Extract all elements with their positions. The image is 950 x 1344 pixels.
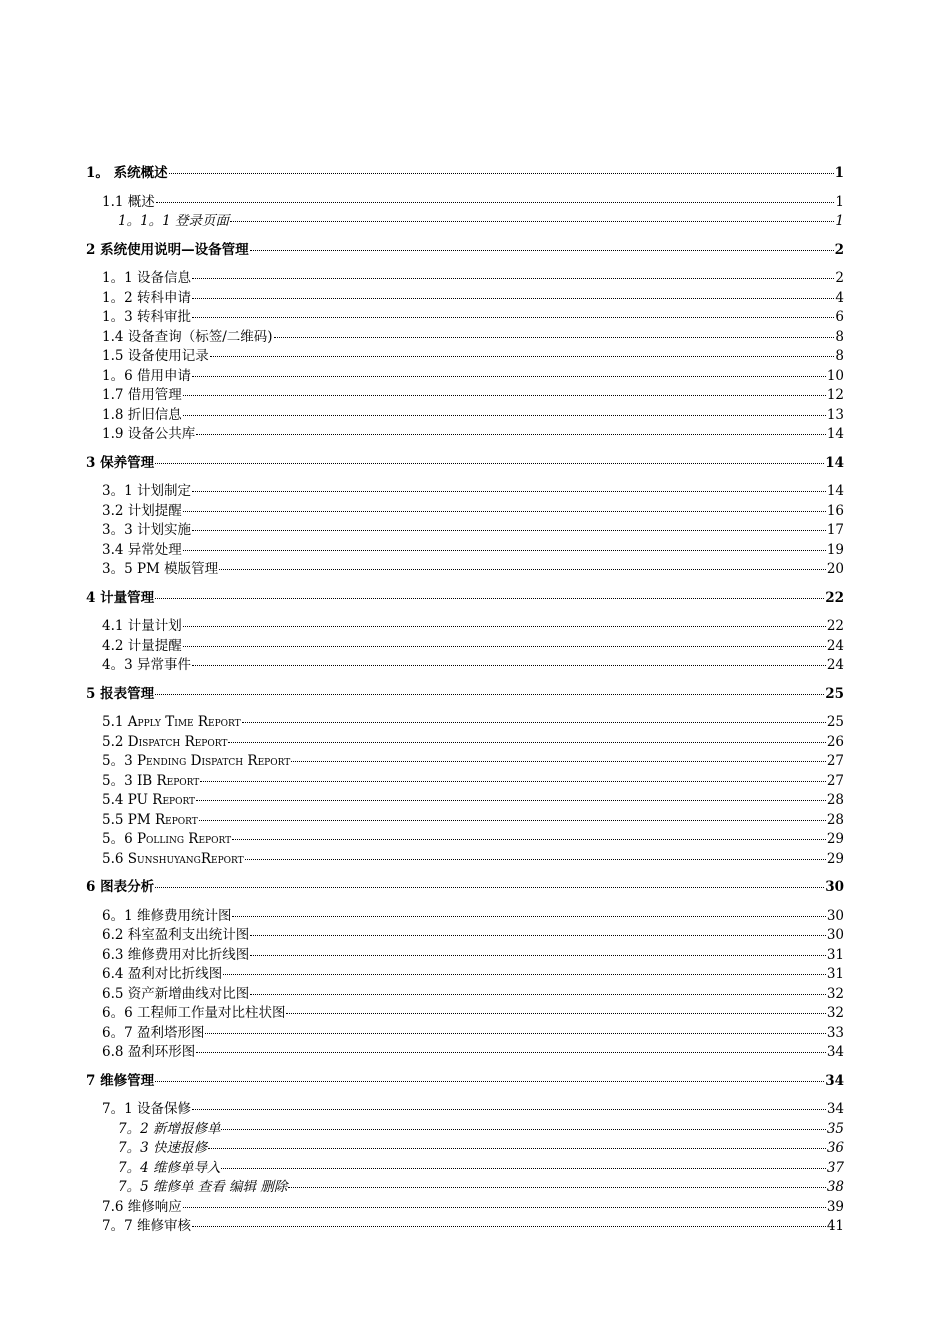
- toc-entry-page: 2: [835, 270, 844, 286]
- toc-entry-title: 4。3 异常事件: [102, 657, 191, 673]
- toc-entry[interactable]: [86, 733, 844, 753]
- toc-entry-title: 1。3 转科审批: [102, 309, 191, 325]
- toc-entry[interactable]: [86, 713, 844, 733]
- dot-leader: [183, 414, 826, 416]
- toc-entry-page: 8: [835, 348, 844, 364]
- dot-leader: [196, 799, 826, 801]
- dot-leader: [274, 336, 835, 338]
- toc-entry[interactable]: [86, 454, 844, 474]
- toc-entry-title: 5。6 Polling Report: [102, 831, 232, 847]
- toc-entry[interactable]: [86, 1072, 844, 1092]
- toc-entry-page: 2: [834, 241, 844, 258]
- toc-entry[interactable]: [86, 1004, 844, 1024]
- dot-leader: [192, 490, 826, 492]
- toc-entry-page: 6: [835, 309, 844, 325]
- toc-entry-page: 26: [826, 733, 844, 750]
- toc-entry-page: 22: [826, 618, 844, 634]
- toc-entry[interactable]: [86, 1139, 844, 1159]
- toc-entry-page: 32: [826, 1005, 844, 1021]
- toc-entry[interactable]: [86, 1100, 844, 1120]
- dot-leader: [183, 625, 826, 627]
- toc-entry-page: 31: [826, 946, 844, 963]
- toc-entry-title: 6.2 科室盈利支出统计图: [102, 927, 250, 943]
- dot-leader: [228, 741, 825, 743]
- dot-leader: [155, 462, 824, 464]
- toc-entry[interactable]: [86, 656, 844, 676]
- dot-leader: [169, 172, 834, 174]
- dot-leader: [156, 201, 835, 203]
- toc-entry-title: 6.5 资产新增曲线对比图: [102, 985, 250, 1002]
- toc-entry-title: 6.4 盈利对比折线图: [102, 966, 223, 982]
- toc-entry-page: 29: [826, 831, 844, 847]
- toc-entry-page: 20: [826, 561, 844, 577]
- toc-entry-page: 24: [826, 657, 844, 673]
- toc-entry-title: 4 计量管理: [86, 589, 155, 606]
- toc-entry-title: 3 保养管理: [86, 454, 155, 471]
- dot-leader: [232, 915, 825, 917]
- toc-entry[interactable]: [86, 617, 844, 637]
- toc-entry-page: 8: [835, 328, 844, 345]
- dot-leader: [183, 1206, 826, 1208]
- dot-leader: [250, 993, 826, 995]
- dot-leader: [221, 1128, 825, 1130]
- toc-entry[interactable]: [86, 830, 844, 850]
- toc-entry-title: 6。7 盈利塔形图: [102, 1024, 205, 1041]
- toc-entry[interactable]: [86, 752, 844, 772]
- toc-entry-page: 39: [826, 1198, 844, 1215]
- toc-entry[interactable]: [86, 1159, 844, 1179]
- dot-leader: [196, 433, 826, 435]
- toc-entry[interactable]: [86, 1198, 844, 1218]
- toc-entry-page: 41: [826, 1218, 844, 1234]
- dot-leader: [192, 1108, 826, 1110]
- toc-entry[interactable]: [86, 241, 844, 261]
- dot-leader: [183, 510, 826, 512]
- toc-entry-page: 27: [826, 772, 844, 789]
- dot-leader: [232, 838, 826, 840]
- toc-entry-title: 1。1。1 登录页面: [118, 213, 230, 229]
- toc-entry-page: 34: [825, 1072, 844, 1089]
- toc-entry-title: 1.7 借用管理: [102, 387, 182, 403]
- toc-entry-title: 5.5 PM Report: [102, 811, 198, 828]
- toc-entry[interactable]: [86, 907, 844, 927]
- toc-entry[interactable]: [86, 164, 844, 184]
- toc-entry-page: 28: [826, 811, 844, 828]
- toc-entry-page: 30: [825, 879, 844, 895]
- dot-leader: [208, 1147, 826, 1149]
- toc-entry-title: 4.2 计量提醒: [102, 637, 182, 654]
- toc-entry[interactable]: [86, 878, 844, 898]
- dot-leader: [205, 1032, 825, 1034]
- dot-leader: [183, 549, 826, 551]
- dot-leader: [250, 934, 826, 936]
- toc-entry-page: 24: [826, 637, 844, 654]
- toc-entry[interactable]: [86, 521, 844, 541]
- toc-entry[interactable]: [86, 560, 844, 580]
- toc-entry-title: 3。5 PM 模版管理: [102, 561, 219, 577]
- toc-entry-page: 12: [826, 387, 844, 403]
- toc-entry-page: 1: [834, 165, 844, 181]
- toc-entry-page: 22: [825, 589, 844, 606]
- toc-entry[interactable]: [86, 946, 844, 966]
- toc-entry-page: 1: [835, 213, 844, 229]
- toc-entry-page: 4: [835, 289, 844, 306]
- dot-leader: [242, 721, 826, 723]
- toc-entry-page: 38: [826, 1179, 844, 1195]
- toc-entry-title: 6。1 维修费用统计图: [102, 907, 232, 924]
- dot-leader: [192, 529, 826, 531]
- toc-entry[interactable]: [86, 308, 844, 328]
- toc-entry-title: 1.4 设备查询（标签/二维码): [102, 328, 273, 345]
- toc-entry-title: 1.1 概述: [102, 193, 155, 210]
- toc-entry-title: 4.1 计量计划: [102, 618, 182, 634]
- toc-entry-title: 7。7 维修审核: [102, 1218, 191, 1234]
- dot-leader: [155, 693, 824, 695]
- dot-leader: [155, 1080, 824, 1082]
- toc-entry[interactable]: [86, 926, 844, 946]
- toc-entry[interactable]: [86, 502, 844, 522]
- toc-entry-page: 25: [825, 685, 844, 702]
- toc-entry-title: 6.3 维修费用对比折线图: [102, 946, 250, 963]
- toc-entry[interactable]: [86, 1120, 844, 1140]
- toc-entry-title: 3。3 计划实施: [102, 522, 191, 538]
- toc-entry[interactable]: [86, 367, 844, 387]
- toc-entry[interactable]: [86, 589, 844, 609]
- toc-entry-page: 33: [826, 1024, 844, 1041]
- toc-entry-title: 7。4 维修单导入: [118, 1159, 221, 1176]
- dot-leader: [230, 220, 834, 222]
- dot-leader: [199, 819, 826, 821]
- toc-entry-title: 1。2 转科申请: [102, 289, 191, 306]
- toc-entry-title: 3.4 异常处理: [102, 541, 182, 558]
- toc-entry-page: 31: [826, 966, 844, 982]
- toc-entry-page: 37: [826, 1159, 844, 1176]
- toc-entry[interactable]: [86, 386, 844, 406]
- toc-entry-page: 14: [825, 454, 844, 471]
- toc-entry-title: 5。3 Pending Dispatch Report: [102, 753, 291, 769]
- toc-entry-page: 30: [826, 907, 844, 924]
- toc-entry-title: 6 图表分析: [86, 879, 155, 895]
- toc-entry[interactable]: [86, 850, 844, 870]
- toc-entry-page: 34: [826, 1101, 844, 1117]
- toc-entry-title: 7。2 新增报修单: [118, 1120, 221, 1137]
- toc-entry-title: 3。1 计划制定: [102, 483, 191, 499]
- toc-entry-page: 27: [826, 753, 844, 769]
- dot-leader: [155, 886, 824, 888]
- toc-entry[interactable]: [86, 289, 844, 309]
- toc-entry-page: 19: [826, 541, 844, 558]
- toc-entry[interactable]: [86, 193, 844, 213]
- toc-entry-title: 7。3 快速报修: [118, 1140, 207, 1156]
- dot-leader: [183, 394, 826, 396]
- toc-entry-page: 16: [826, 502, 844, 519]
- toc-entry-title: 7 维修管理: [86, 1072, 155, 1089]
- toc-entry-page: 28: [826, 792, 844, 808]
- toc-entry[interactable]: [86, 482, 844, 502]
- dot-leader: [245, 858, 826, 860]
- toc-entry-title: 5.4 PU Report: [102, 792, 196, 808]
- toc-entry-page: 30: [826, 927, 844, 943]
- dot-leader: [192, 297, 834, 299]
- toc-entry-page: 14: [826, 426, 844, 442]
- toc-entry-page: 13: [826, 406, 844, 423]
- toc-entry-title: 1.9 设备公共库: [102, 426, 196, 442]
- dot-leader: [192, 316, 834, 318]
- dot-leader: [192, 277, 834, 279]
- toc-entry[interactable]: [86, 965, 844, 985]
- toc-entry-title: 2 系统使用说明—设备管理: [86, 241, 249, 258]
- toc-entry[interactable]: [86, 637, 844, 657]
- toc-entry-page: 1: [835, 193, 844, 210]
- toc-entry[interactable]: [86, 212, 844, 232]
- toc-entry-title: 5.2 Dispatch Report: [102, 733, 228, 750]
- toc-entry[interactable]: [86, 772, 844, 792]
- dot-leader: [192, 664, 826, 666]
- toc-entry-page: 35: [826, 1120, 844, 1137]
- dot-leader: [221, 1167, 825, 1169]
- toc-entry-page: 25: [826, 714, 844, 730]
- toc-entry[interactable]: [86, 541, 844, 561]
- toc-entry[interactable]: [86, 269, 844, 289]
- toc-entry-page: 32: [826, 985, 844, 1002]
- toc-entry-title: 7。1 设备保修: [102, 1101, 191, 1117]
- dot-leader: [200, 780, 826, 782]
- toc-entry-page: 10: [826, 367, 844, 384]
- dot-leader: [291, 760, 826, 762]
- toc-entry-title: 7.6 维修响应: [102, 1198, 182, 1215]
- toc-entry-title: 1.5 设备使用记录: [102, 348, 209, 364]
- toc-entry-title: 1。6 借用申请: [102, 367, 191, 384]
- toc-entry[interactable]: [86, 1024, 844, 1044]
- dot-leader: [183, 645, 826, 647]
- toc-entry-title: 3.2 计划提醒: [102, 502, 182, 519]
- table-of-contents: [86, 164, 844, 1237]
- toc-entry-title: 5.6 SunshuyangReport: [102, 850, 244, 867]
- dot-leader: [219, 568, 826, 570]
- toc-entry-title: 7。5 维修单 查看 编辑 删除: [118, 1179, 288, 1195]
- toc-entry-page: 17: [826, 522, 844, 538]
- dot-leader: [192, 1225, 826, 1227]
- toc-entry-page: 36: [826, 1140, 844, 1156]
- toc-entry[interactable]: [86, 685, 844, 705]
- dot-leader: [288, 1186, 825, 1188]
- dot-leader: [250, 954, 826, 956]
- toc-entry-title: 5。3 IB Report: [102, 772, 200, 789]
- toc-entry[interactable]: [86, 1217, 844, 1237]
- dot-leader: [223, 973, 826, 975]
- toc-entry-title: 5.1 Apply Time Report: [102, 714, 241, 730]
- dot-leader: [192, 375, 826, 377]
- toc-entry[interactable]: [86, 791, 844, 811]
- dot-leader: [155, 597, 824, 599]
- toc-entry-title: 5 报表管理: [86, 685, 155, 702]
- toc-entry-page: 34: [826, 1044, 844, 1060]
- toc-entry[interactable]: [86, 811, 844, 831]
- dot-leader: [210, 355, 835, 357]
- toc-entry-title: 1.8 折旧信息: [102, 406, 182, 423]
- toc-entry-page: 14: [826, 483, 844, 499]
- toc-entry[interactable]: [86, 1043, 844, 1063]
- toc-entry[interactable]: [86, 347, 844, 367]
- toc-entry[interactable]: [86, 1178, 844, 1198]
- toc-entry[interactable]: [86, 425, 844, 445]
- toc-entry[interactable]: [86, 985, 844, 1005]
- dot-leader: [286, 1012, 825, 1014]
- dot-leader: [250, 249, 834, 251]
- toc-entry-title: 6.8 盈利环形图: [102, 1044, 196, 1060]
- toc-entry-title: 1。 系统概述: [86, 165, 168, 181]
- toc-entry[interactable]: [86, 406, 844, 426]
- toc-entry[interactable]: [86, 328, 844, 348]
- toc-entry-title: 6。6 工程师工作量对比柱状图: [102, 1005, 286, 1021]
- dot-leader: [196, 1051, 826, 1053]
- toc-entry-page: 29: [826, 850, 844, 867]
- toc-entry-title: 1。1 设备信息: [102, 270, 191, 286]
